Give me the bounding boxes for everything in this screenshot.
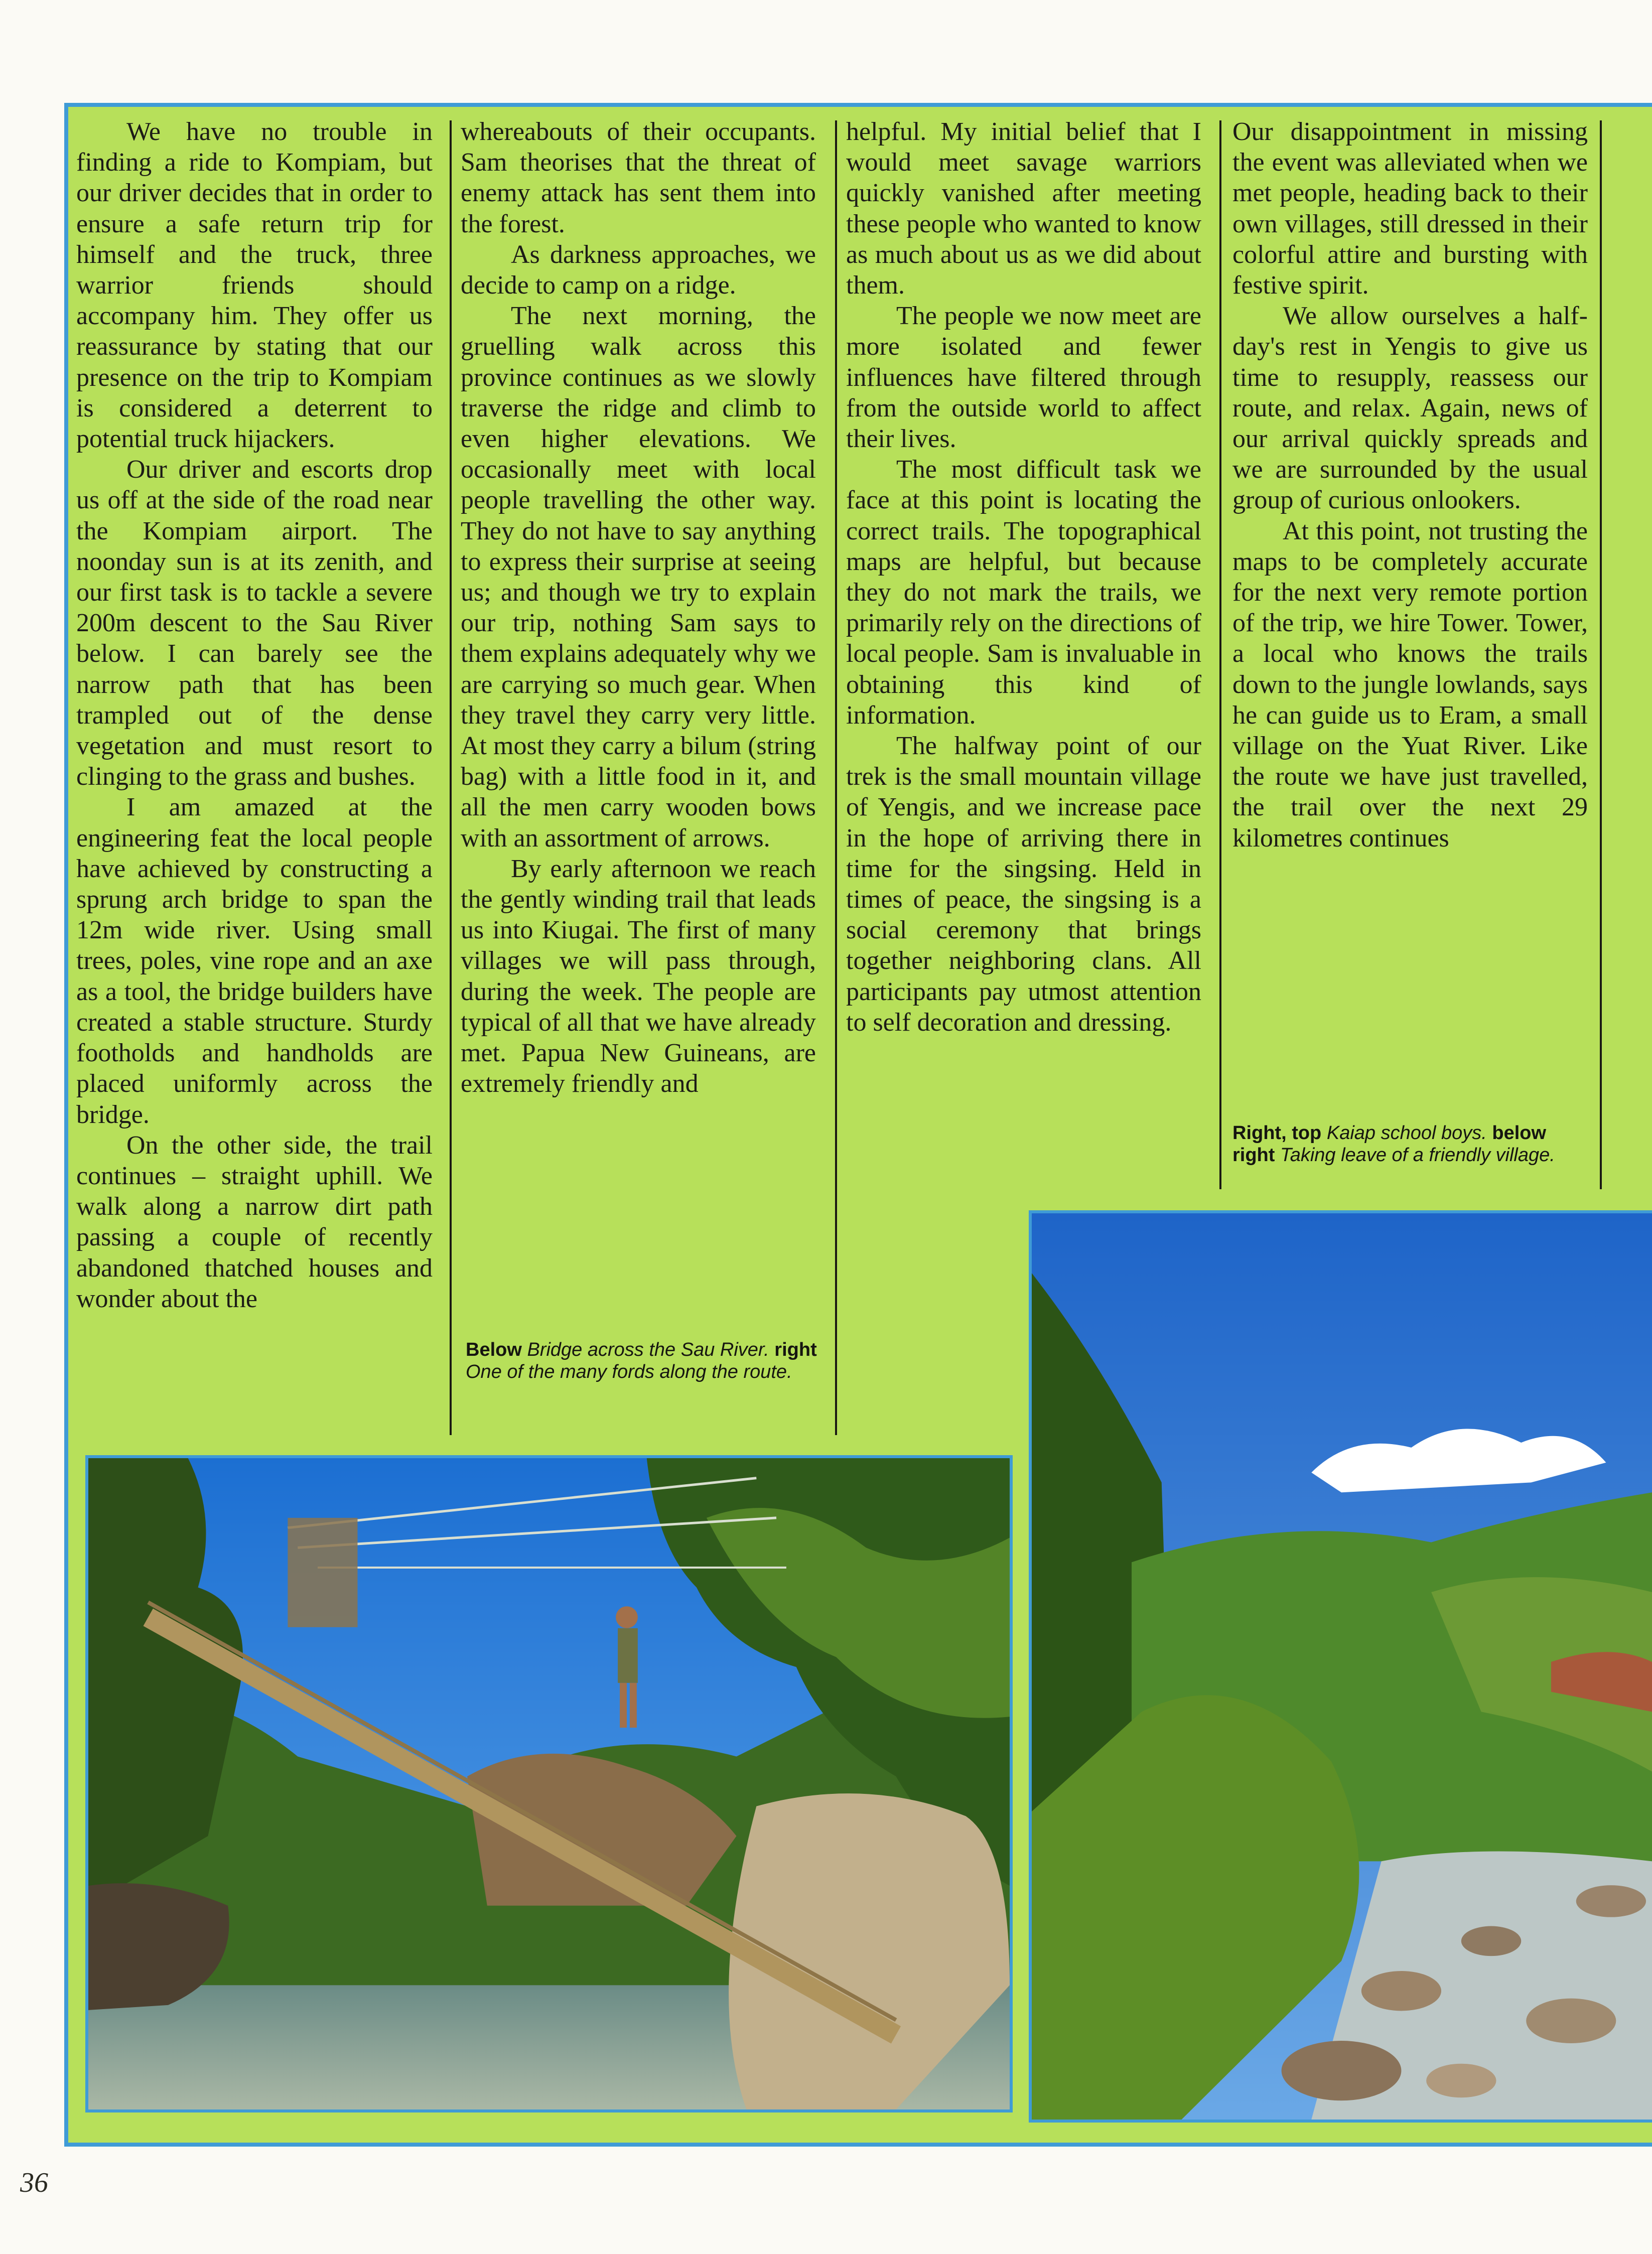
col3-paragraph-1: helpful. My initial belief that I would meet savage warriors quickly vanished after meeting these people who wanted to know as much about us as we did about them. — [846, 117, 1201, 300]
col3-paragraph-4: The halfway point of our trek is the small mountain village of Yengis, and we increase pace in the hope of arriving there in time for the singsing. Held in times of peace, the singsing is a social ceremony that brings together neighboring clans. All participants pay utmost attention to self decoration and dressing. — [846, 732, 1201, 1037]
caption-right — [1232, 1122, 1559, 1166]
col2-paragraph-2: As darkness approaches, we decide to camp on a ridge. — [461, 240, 816, 300]
column-rule-2 — [835, 120, 837, 1435]
col1-paragraph-4: On the other side, the trail continues – straight uphill. We walk along a narrow dirt path passing a couple of recently abandoned thatched houses and wonder about the — [76, 1131, 433, 1313]
col4-paragraph-2: We allow ourselves a half-day's rest in Yengis to give us time to resupply, reassess our route, and relax. Again, news of our arrival quickly spreads and we are surrounded by the usual group of curious onlookers. — [1232, 302, 1588, 515]
col1-paragraph-3: I am amazed at the engineering feat the local people have achieved by constructing a sprung arch bridge to span the 12m wide river. Using small trees, poles, vine rope and an axe as a tool, the bridge builders have created a stable structure. Sturdy footholds and handholds are placed uniformly across the bridge. — [76, 793, 433, 1129]
text-column-1 — [76, 116, 433, 1314]
col1-paragraph-2: Our driver and escorts drop us off at the side of the road near the Kompiam airport. The noonday sun is at its zenith, and our first task is to tackle a severe 200m descent to the Sau River below. I can barely see the narrow path that has been trampled out of the dense vegetation and must resort to clinging to the grass and bushes. — [76, 455, 433, 791]
column-rule-1 — [450, 120, 452, 1435]
text-column-2 — [461, 116, 816, 1099]
caption-right-text-2: Taking leave of a friendly village. — [1280, 1145, 1555, 1166]
caption-below — [466, 1339, 817, 1383]
river-ford-photo — [1029, 1210, 1652, 2123]
col3-paragraph-2: The people we now meet are more isolated and fewer influences have filtered through from the outside world to affect their lives. — [846, 302, 1201, 454]
caption-below-lead-2: right — [774, 1339, 817, 1360]
col4-paragraph-1: Our disappointment in missing the event was alleviated when we met people, heading back to their own villages, still dressed in their colorful attire and bursting with festive spirit. — [1232, 117, 1588, 300]
bridge-photo — [85, 1455, 1013, 2112]
caption-right-text-1: Kaiap school boys. — [1326, 1122, 1487, 1144]
caption-right-lead-1: Right, top — [1232, 1122, 1322, 1144]
column-rule-4 — [1600, 120, 1602, 1189]
col2-paragraph-4: By early afternoon we reach the gently winding trail that leads us into Kiugai. The first of many villages we will pass through, during the week. The people are typical of all that we have already met. Papua New Guineans, are extremely friendly and — [461, 854, 816, 1098]
text-column-4 — [1232, 116, 1588, 854]
page-number: 36 — [20, 2167, 48, 2198]
col2-paragraph-3: The next morning, the gruelling walk across this province continues as we slowly traverse the ridge and climb to even higher elevations. We occasionally meet with local people travelling the other way. They do not have to say anything to express their surprise at seeing us; and though we try to explain our trip, nothing Sam says to them explains adequately why we are carrying so much gear. When they travel they carry very little. At most they carry a bilum (string bag) with a little food in it, and all the men carry wooden bows with an assortment of arrows. — [461, 302, 816, 853]
col2-paragraph-1: whereabouts of their occupants. Sam theorises that the threat of enemy attack has sent them into the forest. — [461, 117, 816, 238]
col4-paragraph-3: At this point, not trusting the maps to be completely accurate for the next very remote portion of the trip, we hire Tower. Tower, a local who knows the trails down to the jungle lowlands, says he can guide us to Eram, a small village on the Yuat River. Like the route we have just travelled, the trail over the next 29 kilometres continues — [1232, 516, 1588, 853]
caption-below-text-1: Bridge across the Sau River. — [527, 1339, 769, 1360]
caption-below-lead-1: Below — [466, 1339, 522, 1360]
text-column-3 — [846, 116, 1201, 1038]
column-rule-3 — [1219, 120, 1221, 1189]
col1-paragraph-1: We have no trouble in finding a ride to Kompiam, but our driver decides that in order to ensure a safe return trip for himself and the truck, three warrior friends should accompany him. They offer us reassurance by stating that our presence on the trip to Kompiam is considered a deterrent to potential truck hijackers. — [76, 117, 433, 454]
caption-right-lead-2: below right — [1232, 1122, 1547, 1166]
caption-below-text-2: One of the many fords along the route. — [466, 1361, 792, 1382]
col3-paragraph-3: The most difficult task we face at this point is locating the correct trails. The topographical maps are helpful, but because they do not mark the trails, we primarily rely on the directions of local people. Sam is invaluable in obtaining this kind of information. — [846, 455, 1201, 730]
